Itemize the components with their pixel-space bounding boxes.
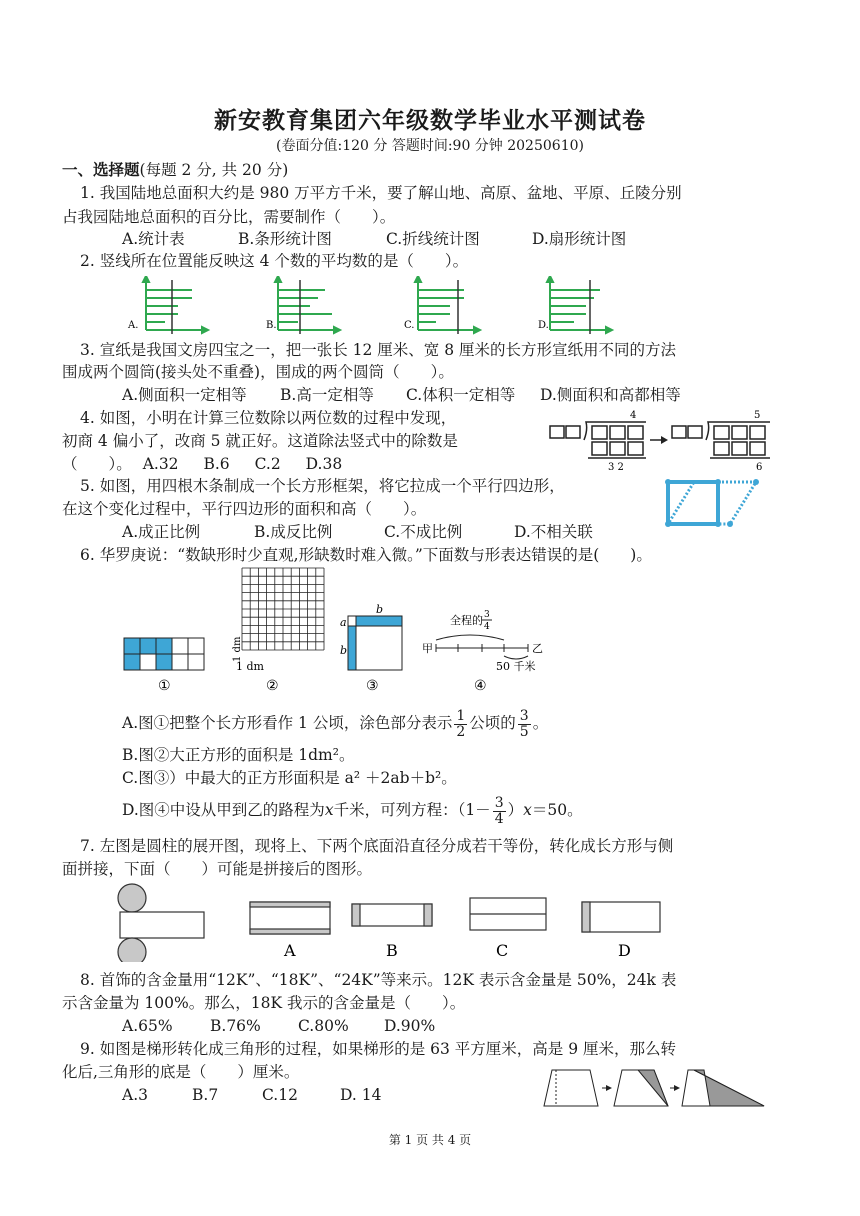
q6-fig-label-1: ① — [158, 678, 171, 694]
q7-label-c: C — [496, 941, 509, 960]
q1-line1: 1. 我国陆地总面积大约是 980 万平方千米，要了解山地、高原、盆地、平原、丘陵分别 — [80, 184, 682, 202]
q8-option-d: D.90% — [384, 1017, 436, 1035]
q5-option-a: A.成正比例 — [122, 523, 201, 541]
q2-label-a: A. — [128, 320, 139, 331]
q3-line2: 围成两个圆筒(接头处不重叠)，围成的两个圆筒（ ）。 — [62, 363, 454, 381]
q9-option-c: C.12 — [262, 1086, 298, 1104]
q4-quotient-right: 5 — [754, 410, 761, 421]
q6-fig4-frac-n: 3 — [484, 610, 490, 620]
q6-line1: 6. 华罗庚说：“数缺形时少直观,形缺数时难入微。”下面数与形表达错误的是( )。 — [80, 546, 652, 564]
q4-option-b: B.6 — [203, 455, 230, 473]
q4-line3 — [62, 454, 342, 474]
q2-label-d: D. — [538, 320, 549, 331]
q4-option-c: C.2 — [254, 455, 281, 473]
q6-option-c: C.图③）中最大的正方形面积是 a² ＋2ab＋b²。 — [122, 769, 457, 787]
q8-option-a: A.65% — [122, 1017, 173, 1035]
q9-line1: 9. 如图是梯形转化成三角形的过程，如果梯形的是 63 平方厘米，高是 9 厘米，那么转 — [80, 1040, 677, 1058]
q6-fig-label-4: ④ — [474, 678, 487, 694]
q6-option-a — [122, 705, 548, 741]
q6-option-d-x2: x — [523, 801, 532, 819]
q8-option-b: B.76% — [210, 1017, 261, 1035]
q1-option-d: D.扇形统计图 — [532, 230, 627, 248]
q5-option-b: B.成反比例 — [254, 523, 333, 541]
q5-frame-figure — [654, 474, 764, 530]
q6-figures — [118, 566, 558, 700]
q6-fig-label-3: ③ — [366, 678, 379, 694]
q1-option-a: A.统计表 — [122, 230, 185, 248]
q6-option-a-end: 。 — [532, 714, 549, 732]
q3-option-a: A.侧面积一定相等 — [122, 386, 247, 404]
q9-option-b: B.7 — [192, 1086, 219, 1104]
page-title: 新安教育集团六年级数学毕业水平测试卷 — [214, 107, 646, 134]
q9-option-a: A.3 — [122, 1086, 148, 1104]
q6-option-d-text2: 千米，可列方程：（1－ — [333, 801, 491, 819]
q3-option-b: B.高一定相等 — [280, 386, 374, 404]
q8-line1: 8. 首饰的含金量用“12K”、“18K”、“24K”等来示。12K 表示含金量是 50%，24k 表 — [80, 971, 677, 989]
q2-label-b: B. — [266, 320, 277, 331]
q4-option-d: D.38 — [305, 455, 343, 473]
q6-fig4-end: 乙 — [532, 642, 543, 655]
q5-line1: 5. 如图，用四根木条制成一个长方形框架，将它拉成一个平行四边形， — [80, 477, 565, 495]
q5-option-c: C.不成比例 — [384, 523, 463, 541]
q6-option-b: B.图②大正方形的面积是 1dm²。 — [122, 746, 355, 764]
q8-line2: 示含金量为 100%。那么，18K 我示的含金量是（ ）。 — [62, 994, 466, 1012]
q7-label-d: D — [618, 941, 631, 960]
q6-option-a-text: A.图①把整个长方形看作 1 公顷，涂色部分表示 — [122, 714, 453, 732]
q6-frac-three-quarters: $\frac{3}{4}$ — [494, 794, 504, 827]
q4-remainder-right: 6 — [756, 462, 763, 472]
section-note: (每题 2 分, 共 20 分) — [139, 161, 289, 179]
q6-option-d-end: ＝50。 — [531, 801, 583, 819]
q2-line1: 2. 竖线所在位置能反映这 4 个数的平均数的是（ ）。 — [80, 252, 469, 270]
q6-fig4-bottom: 50 千米 — [496, 660, 536, 673]
q1-line2: 占我园陆地总面积的百分比，需要制作（ ）。 — [62, 208, 396, 226]
q5-option-d: D.不相关联 — [514, 523, 593, 541]
q4-line2: 初商 4 偏小了，改商 5 就正好。这道除法竖式中的除数是 — [62, 432, 458, 450]
q6-option-d-x: x — [324, 801, 334, 819]
q7-line1: 7. 左图是圆柱的展开图，现将上、下两个底面沿直径分成若干等份，转化成长方形与侧 — [80, 837, 674, 855]
q9-line2: 化后,三角形的底是（ ）厘米。 — [62, 1063, 300, 1081]
q6-option-d-paren: ） — [507, 801, 524, 819]
q4-option-a: A.32 — [142, 455, 179, 473]
q8-option-c: C.80% — [298, 1017, 349, 1035]
page-footer: 第 1 页 共 4 页 — [388, 1133, 472, 1147]
section-title: 一、选择题 — [62, 160, 140, 179]
section-heading — [62, 160, 288, 180]
q7-label-b: B — [386, 941, 398, 960]
q6-fig4-frac-d: 4 — [484, 622, 490, 632]
q4-quotient-left: 4 — [630, 410, 637, 421]
q3-option-c: C.体积一定相等 — [406, 386, 516, 404]
q7-label-a: A — [284, 941, 296, 960]
q6-option-d-text: D.图④中设从甲到乙的路程为 — [122, 801, 325, 819]
q3-option-d: D.侧面积和高都相等 — [540, 386, 681, 404]
q6-fig2-unit-vertical: 1 dm — [232, 636, 243, 662]
q6-fig4-start: 甲 — [422, 642, 433, 655]
q6-option-a-text2: 公顷的 — [469, 714, 516, 732]
q7-figures — [112, 880, 672, 962]
q4-blank: （ ）。 — [62, 455, 132, 473]
q9-trapezoid-figure — [542, 1066, 770, 1112]
q6-fig3-b: b — [376, 603, 384, 616]
q2-label-c: C. — [404, 320, 415, 331]
q6-fig3-a: a — [340, 616, 347, 629]
q9-option-d: D. 14 — [340, 1086, 382, 1104]
q2-bar-figures — [120, 276, 620, 338]
exam-info: (卷面分值:120 分 答题时间:90 分钟 20250610) — [276, 138, 584, 154]
q6-fig-label-2: ② — [266, 678, 279, 694]
q4-remainder-left: 3 2 — [608, 462, 624, 472]
q5-line2: 在这个变化过程中，平行四边形的面积和高（ ）。 — [62, 500, 427, 518]
q7-line2: 面拼接，下面（ ）可能是拼接后的图形。 — [62, 860, 373, 878]
q6-fig2-unit: 1 dm — [236, 660, 264, 673]
q3-line1: 3. 宣纸是我国文房四宝之一，把一张长 12 厘米、宽 8 厘米的长方形宣纸用不同的方法 — [80, 341, 677, 359]
q1-option-c: C.折线统计图 — [386, 230, 480, 248]
q6-fig3-b2: b — [340, 644, 348, 657]
q4-division-figure — [548, 408, 778, 472]
q4-line1: 4. 如图，小明在计算三位数除以两位数的过程中发现， — [80, 409, 457, 427]
q1-option-b: B.条形统计图 — [238, 230, 332, 248]
q6-frac-half: $\frac{1}{2}$ — [456, 707, 466, 740]
q6-frac-three-fifths: $\frac{3}{5}$ — [519, 707, 529, 740]
q6-fig4-top: 全程的 — [450, 614, 483, 627]
q6-option-d — [122, 792, 583, 828]
